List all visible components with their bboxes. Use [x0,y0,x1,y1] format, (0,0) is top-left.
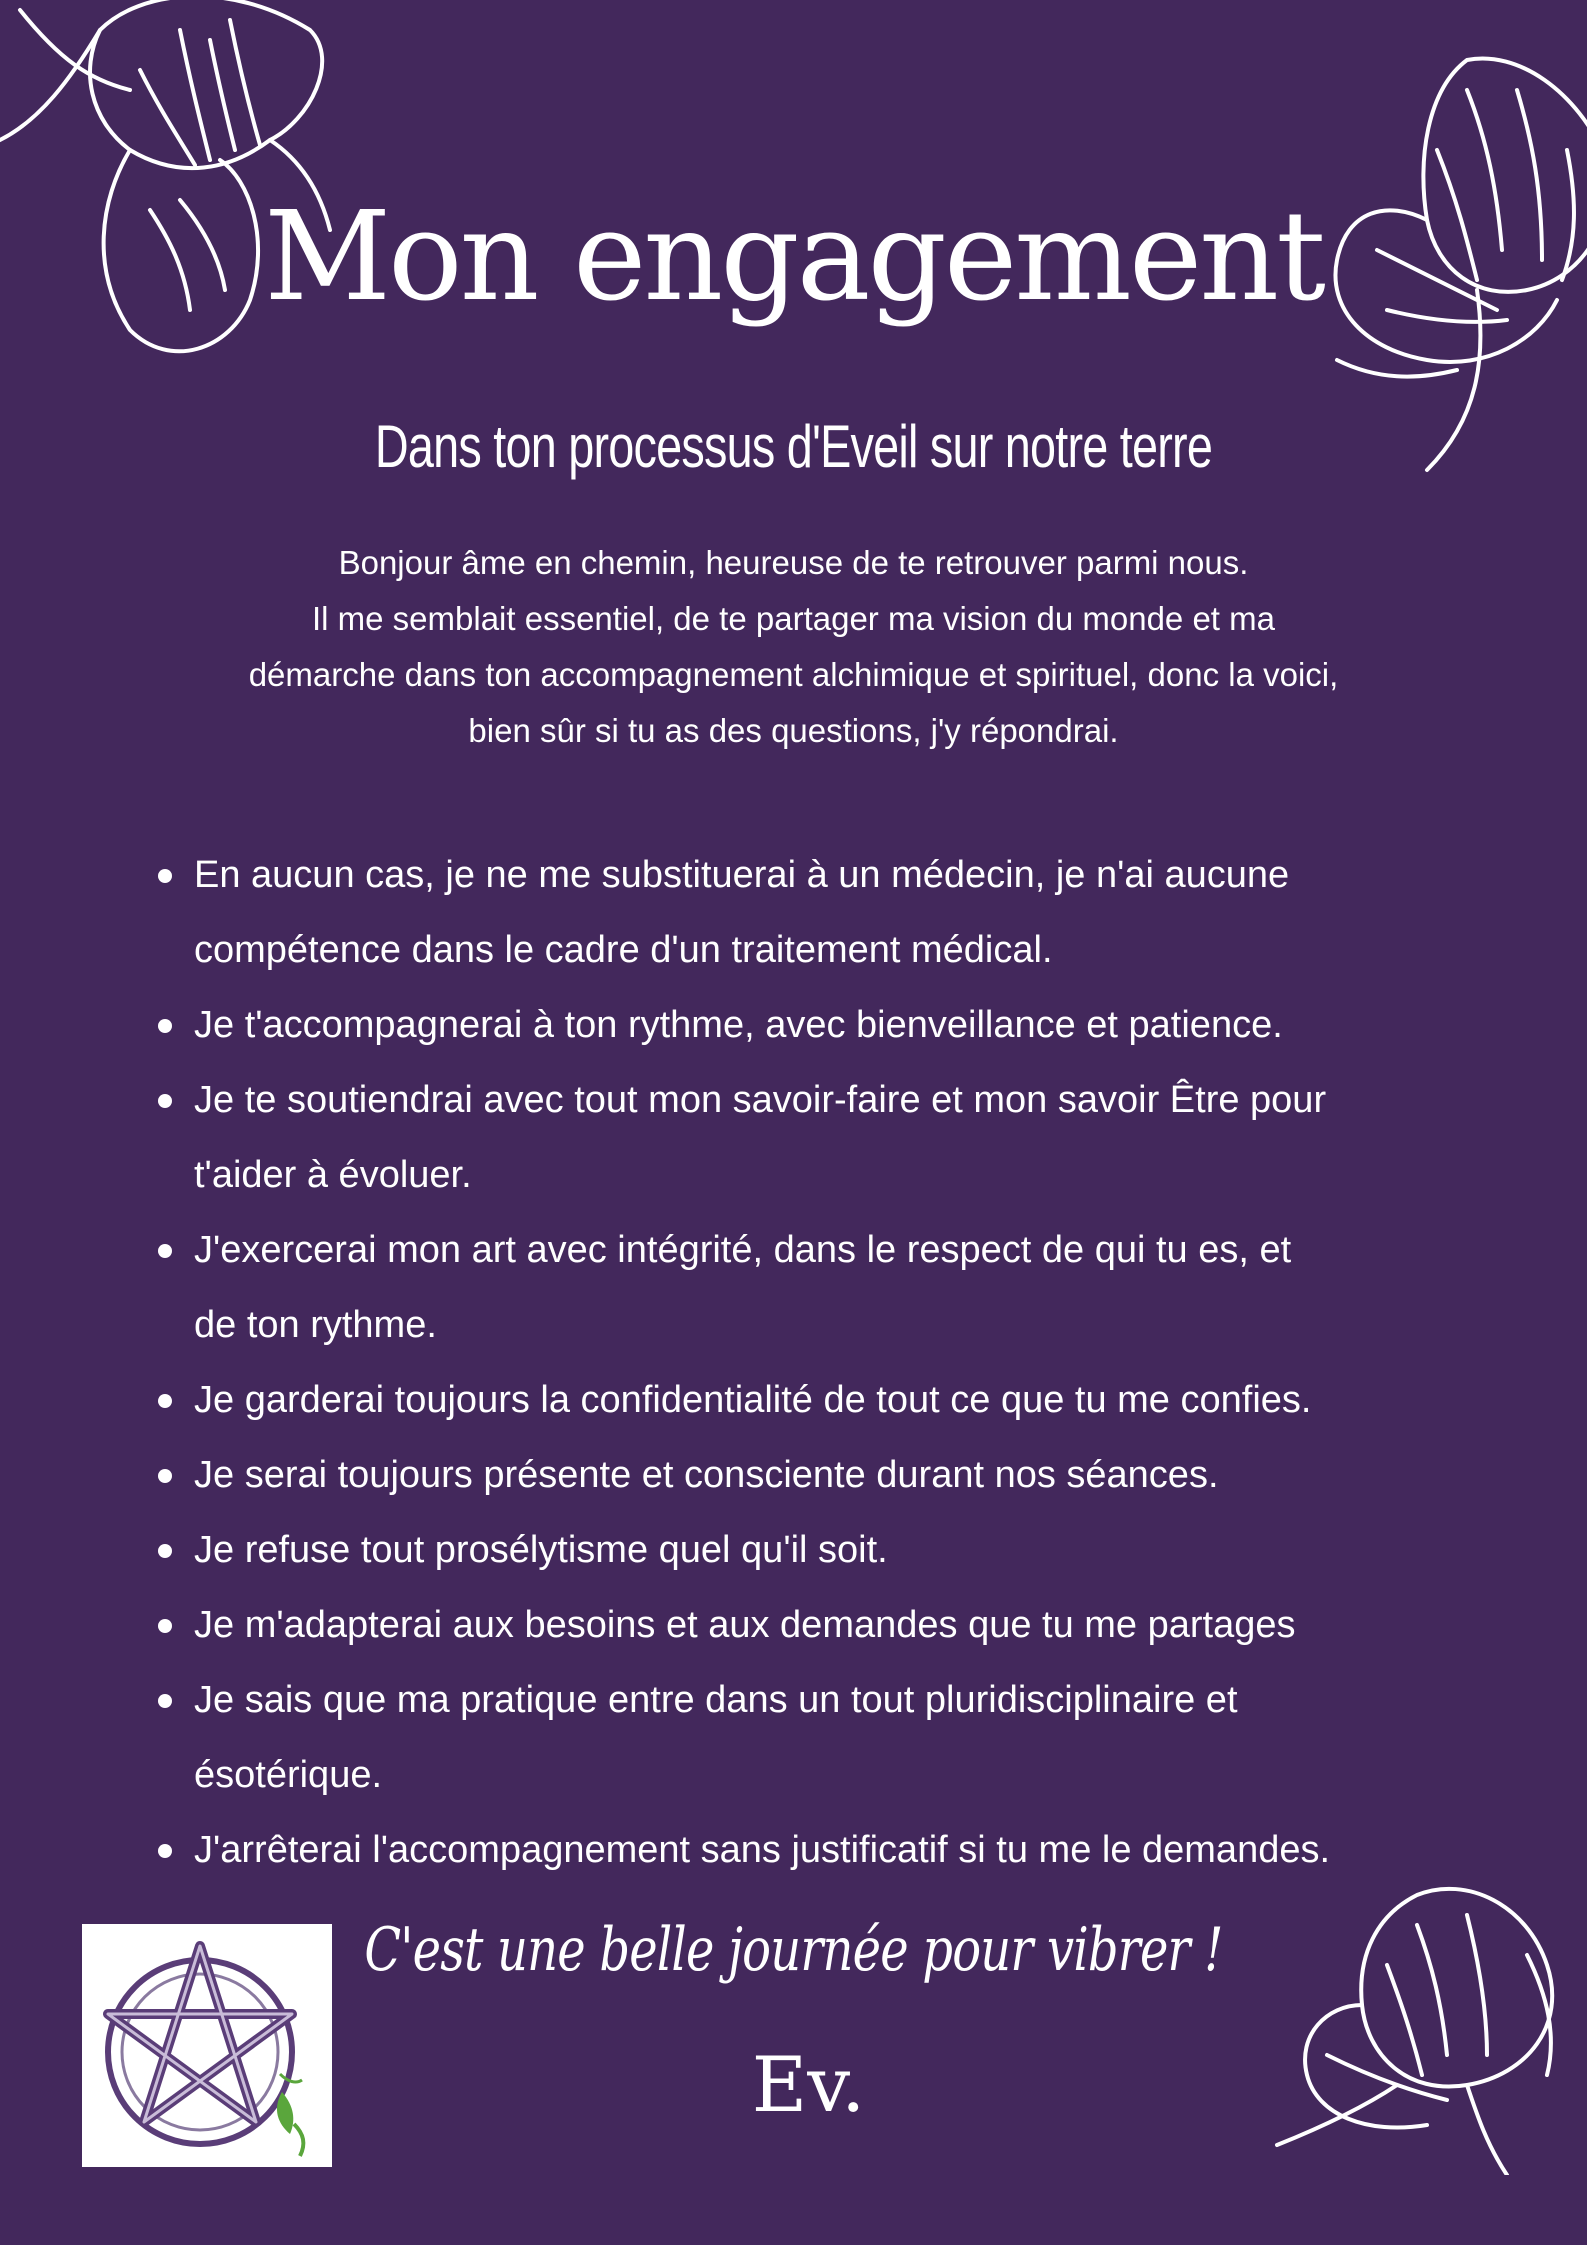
list-item [150,1663,1510,1813]
list-item-text: Je refuse tout prosélytisme quel qu'il soit. [194,1529,888,1571]
signature: Ev. [751,2040,866,2129]
intro-line: Bonjour âme en chemin, heureuse de te retrouver parmi nous. [338,544,1249,581]
bullet-icon [158,1244,172,1258]
bullet-icon [158,1619,172,1633]
page-title: Mon engagement [264,185,1323,329]
intro-paragraph [90,535,1497,759]
intro-line: bien sûr si tu as des questions, j'y répondrai. [468,712,1119,749]
list-item [150,1588,1510,1663]
list-item-text: Je m'adapterai aux besoins et aux demandes que tu me partages [194,1604,1296,1646]
list-item-text: J'arrêterai l'accompagnement sans justificatif si tu me le demandes. [194,1829,1331,1871]
bullet-icon [158,1844,172,1858]
closing-line: C'est une belle journée pour vibrer ! [364,1915,1223,1985]
list-item-text: Je te soutiendrai avec tout mon savoir-faire et mon savoir Être pour t'aider à évoluer. [194,1079,1327,1196]
bullet-icon [158,869,172,883]
bullet-icon [158,1394,172,1408]
list-item [150,838,1510,988]
list-item [150,1438,1510,1513]
bullet-icon [158,1544,172,1558]
commitment-list [150,838,1510,1888]
intro-line: démarche dans ton accompagnement alchimique et spirituel, donc la voici, [248,656,1339,693]
list-item [150,1513,1510,1588]
list-item-text: Je serai toujours présente et consciente durant nos séances. [194,1454,1219,1496]
list-item-text: En aucun cas, je ne me substituerai à un médecin, je n'ai aucune compétence dans le cadre d'un traitement médical. [194,854,1290,971]
bullet-icon [158,1694,172,1708]
bullet-icon [158,1019,172,1033]
list-item [150,1363,1510,1438]
list-item [150,988,1510,1063]
list-item [150,1813,1510,1888]
list-item [150,1063,1510,1213]
intro-line: Il me semblait essentiel, de te partager ma vision du monde et ma [312,600,1275,637]
list-item-text: Je t'accompagnerai à ton rythme, avec bienveillance et patience. [194,1004,1283,1046]
list-item-text: Je garderai toujours la confidentialité de tout ce que tu me confies. [194,1379,1312,1421]
page-subtitle: Dans ton processus d'Eveil sur notre terre [374,413,1213,480]
bullet-icon [158,1094,172,1108]
bullet-icon [158,1469,172,1483]
list-item-text: J'exercerai mon art avec intégrité, dans le respect de qui tu es, et de ton rythme. [194,1229,1292,1346]
list-item [150,1213,1510,1363]
list-item-text: Je sais que ma pratique entre dans un tout pluridisciplinaire et ésotérique. [194,1679,1238,1796]
